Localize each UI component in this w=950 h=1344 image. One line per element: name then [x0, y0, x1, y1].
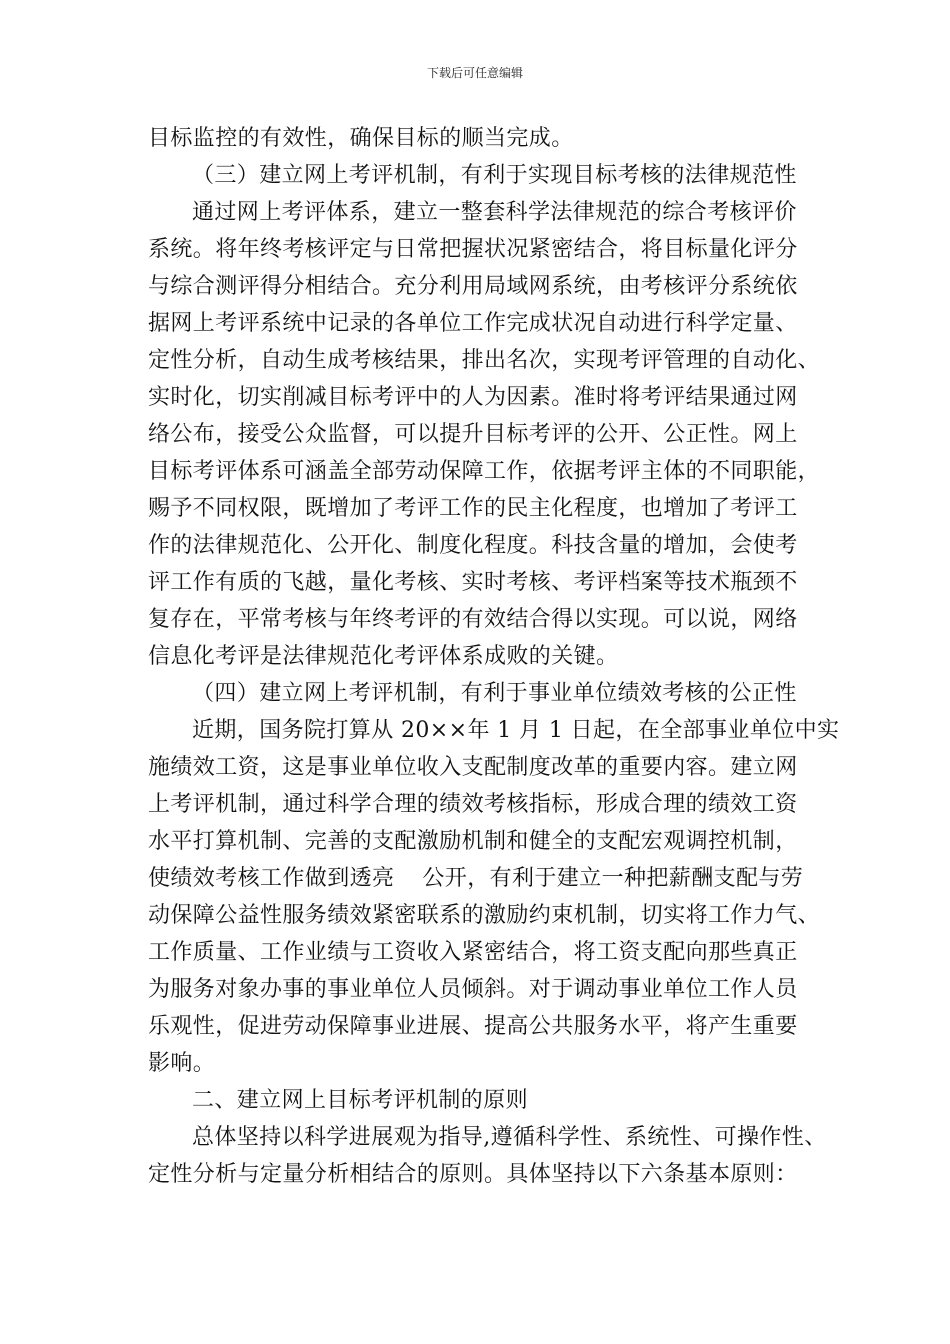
text-line	[148, 1008, 828, 1045]
text-line	[148, 157, 828, 194]
text-line-content: 动保障公益性服务绩效紧密联系的激励约束机制，切实将工作力气、	[148, 903, 821, 928]
text-line	[148, 786, 828, 823]
text-line-content: 与综合测评得分相结合。充分利用局域网系统，由考核评分系统依	[148, 274, 798, 299]
text-line	[148, 268, 828, 305]
text-line-content: 赐予不同权限，既增加了考评工作的民主化程度，也增加了考评工	[148, 496, 798, 521]
text-line	[148, 416, 828, 453]
text-line-content: 评工作有质的飞越，量化考核、实时考核、考评档案等技术瓶颈不	[148, 570, 798, 595]
text-line-content: （四）建立网上考评机制，有利于事业单位绩效考核的公正性	[192, 681, 797, 706]
text-line-content: 为服务对象办事的事业单位人员倾斜。对于调动事业单位工作人员	[148, 977, 798, 1002]
page-header: 下载后可任意编辑	[426, 66, 523, 80]
text-line-continuation: 公开，有利于建立一种把薪酬支配与劳	[422, 866, 804, 891]
text-line	[148, 971, 828, 1008]
text-line	[148, 453, 828, 490]
text-line-content: 上考评机制，通过科学合理的绩效考核指标，形成合理的绩效工资	[148, 792, 798, 817]
text-line	[148, 1082, 828, 1119]
text-line-content: 影响。	[148, 1051, 216, 1076]
text-line-content: 近期，国务院打算从 20××年 1 月 1 日起，在全部事业单位中实	[192, 718, 840, 743]
text-line-content: 通过网上考评体系，建立一整套科学法律规范的综合考核评价	[192, 200, 797, 225]
text-line	[148, 897, 828, 934]
text-line	[148, 120, 828, 157]
text-line	[148, 564, 828, 601]
text-line	[148, 638, 828, 675]
text-line-content: 目标监控的有效性，确保目标的顺当完成。	[148, 126, 574, 151]
text-line	[148, 823, 828, 860]
text-line-content: 定性分析与定量分析相结合的原则。具体坚持以下六条基本原则：	[148, 1162, 798, 1187]
text-line-content: 实时化，切实削减目标考评中的人为因素。准时将考评结果通过网	[148, 385, 798, 410]
text-line	[148, 490, 828, 527]
text-line-content: 使绩效考核工作做到透亮	[148, 866, 395, 891]
text-line	[148, 305, 828, 342]
text-line	[148, 601, 828, 638]
text-line-content: 系统。将年终考核评定与日常把握状况紧密结合，将目标量化评分	[148, 237, 798, 262]
text-line	[148, 379, 828, 416]
text-line-content: 总体坚持以科学进展观为指导,遵循科学性、系统性、可操作性、	[192, 1125, 827, 1150]
text-line-content: 据网上考评系统中记录的各单位工作完成状况自动进行科学定量、	[148, 311, 798, 336]
text-line	[148, 712, 840, 749]
text-line-content: 作的法律规范化、公开化、制度化程度。科技含量的增加，会使考	[148, 533, 798, 558]
text-line-content: 复存在，平常考核与年终考评的有效结合得以实现。可以说，网络	[148, 607, 798, 632]
text-line-content: 乐观性，促进劳动保障事业进展、提高公共服务水平，将产生重要	[148, 1014, 798, 1039]
text-line	[148, 749, 828, 786]
text-line	[148, 194, 828, 231]
text-line	[148, 527, 828, 564]
text-line-content: 工作质量、工作业绩与工资收入紧密结合，将工资支配向那些真正	[148, 940, 798, 965]
text-line-content: 水平打算机制、完善的支配激励机制和健全的支配宏观调控机制，	[148, 829, 798, 854]
text-line	[148, 1045, 828, 1082]
text-line-content: 二、建立网上目标考评机制的原则	[192, 1088, 529, 1113]
text-line	[148, 1119, 828, 1156]
document-body	[148, 120, 840, 1193]
text-line-content: 信息化考评是法律规范化考评体系成败的关键。	[148, 644, 619, 669]
text-line-content: （三）建立网上考评机制，有利于实现目标考核的法律规范性	[192, 163, 797, 188]
text-line	[148, 860, 828, 897]
text-line	[148, 675, 828, 712]
text-line	[148, 231, 828, 268]
text-line-content: 络公布，接受公众监督，可以提升目标考评的公开、公正性。网上	[148, 422, 798, 447]
text-line	[148, 934, 828, 971]
text-line	[148, 342, 828, 379]
text-line-content: 定性分析，自动生成考核结果，排出名次，实现考评管理的自动化、	[148, 348, 821, 373]
text-line-content: 施绩效工资，这是事业单位收入支配制度改革的重要内容。建立网	[148, 755, 798, 780]
text-line-content: 目标考评体系可涵盖全部劳动保障工作，依据考评主体的不同职能，	[148, 459, 821, 484]
text-line	[148, 1156, 828, 1193]
